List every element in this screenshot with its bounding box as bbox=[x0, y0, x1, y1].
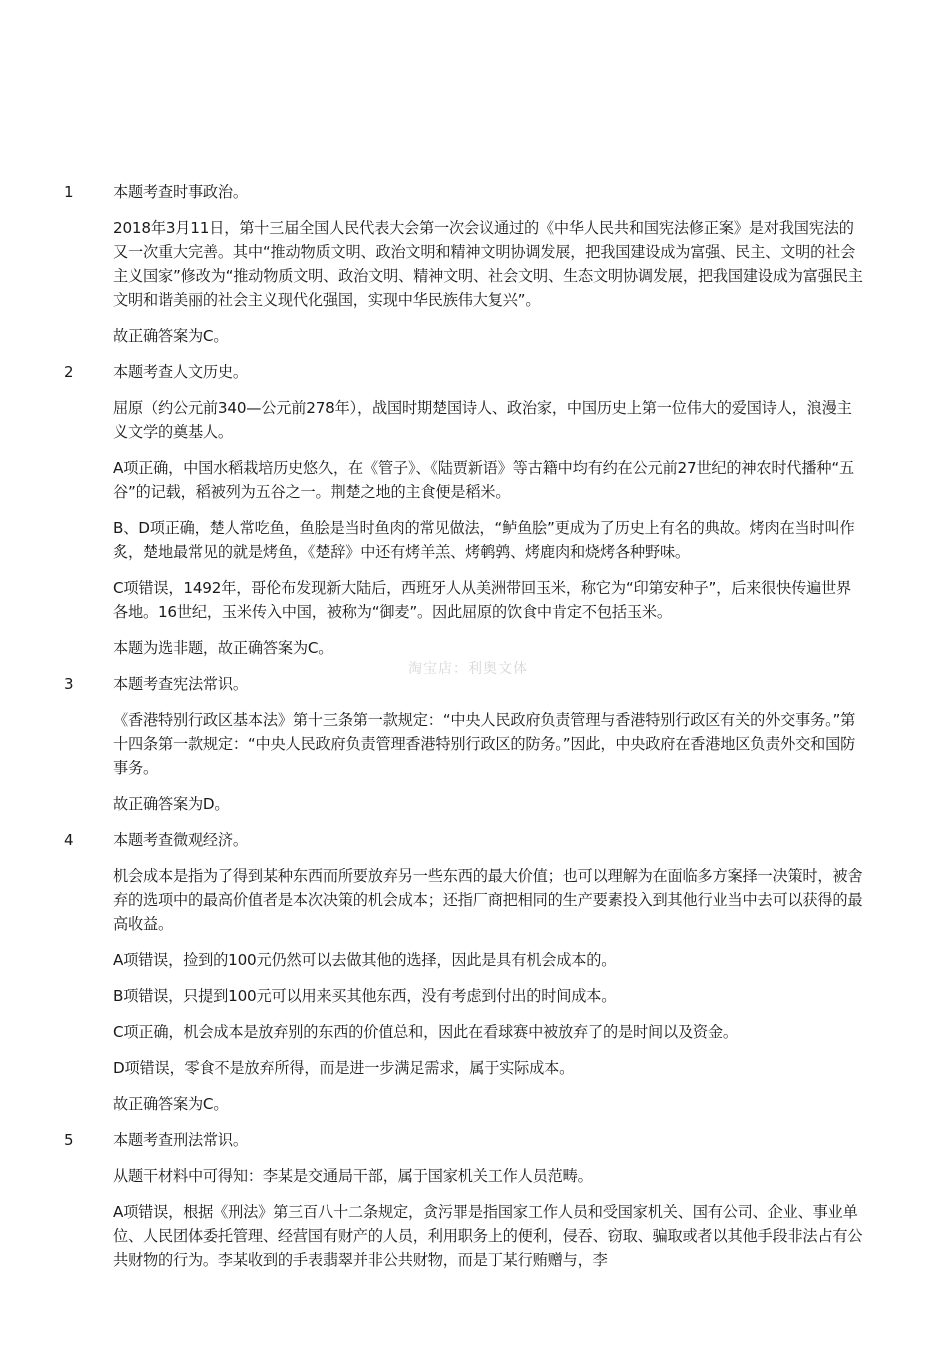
explanation-paragraph: A项错误，捡到的100元仍然可以去做其他的选择，因此是具有机会成本的。 bbox=[113, 951, 617, 969]
question-explanation bbox=[0, 1128, 950, 1272]
explanation-paragraph: C项正确，机会成本是放弃别的东西的价值总和，因此在看球赛中被放弃了的是时间以及资金。 bbox=[113, 1023, 738, 1041]
explanation-paragraph: B项错误，只提到100元可以用来买其他东西，没有考虑到付出的时间成本。 bbox=[113, 987, 617, 1005]
explanation-paragraph: 故正确答案为D。 bbox=[113, 795, 230, 813]
explanation-paragraph: D项错误，零食不是放弃所得，而是进一步满足需求，属于实际成本。 bbox=[113, 1059, 575, 1077]
question-number: 5 bbox=[64, 1131, 74, 1149]
explanation-paragraph: 《香港特别行政区基本法》第十三条第一款规定：“中央人民政府负责管理与香港特别行政区有关的外交事务。”第十四条第一款规定：“中央人民政府负责管理香港特别行政区的防务。”因此，中央政府在香港地区负责外交和国防事务。 bbox=[113, 711, 856, 777]
explanation-paragraph: A项正确，中国水稻栽培历史悠久，在《管子》、《陆贾新语》等古籍中均有约在公元前27世纪的神农时代播种“五谷”的记载，稻被列为五谷之一。荆楚之地的主食便是稻米。 bbox=[113, 459, 854, 501]
explanation-paragraph: 故正确答案为C。 bbox=[113, 327, 229, 345]
question-number: 1 bbox=[64, 183, 74, 201]
explanation-paragraph: 本题为选非题，故正确答案为C。 bbox=[113, 639, 334, 657]
question-explanation bbox=[0, 360, 950, 660]
question-explanation bbox=[0, 828, 950, 1116]
watermark: 淘宝店：利奥文体 bbox=[408, 661, 528, 677]
question-number: 2 bbox=[64, 363, 74, 381]
topic-line: 本题考查人文历史。 bbox=[113, 363, 248, 381]
explanation-paragraph: 从题干材料中可得知：李某是交通局干部，属于国家机关工作人员范畴。 bbox=[113, 1167, 593, 1185]
explanation-paragraph: 故正确答案为C。 bbox=[113, 1095, 229, 1113]
explanation-paragraph: 机会成本是指为了得到某种东西而所要放弃另一些东西的最大价值；也可以理解为在面临多方案择一决策时，被舍弃的选项中的最高价值者是本次决策的机会成本；还指厂商把相同的生产要素投入到其他行业当中去可以获得的最高收益。 bbox=[113, 867, 863, 933]
topic-line: 本题考查刑法常识。 bbox=[113, 1131, 248, 1149]
topic-line: 本题考查微观经济。 bbox=[113, 831, 248, 849]
explanation-paragraph: C项错误，1492年，哥伦布发现新大陆后，西班牙人从美洲带回玉米，称它为“印第安种子”，后来很快传遍世界各地。16世纪，玉米传入中国，被称为“御麦”。因此屈原的饮食中肯定不包括玉米。 bbox=[113, 579, 852, 621]
question-explanation bbox=[0, 180, 950, 348]
explanation-paragraph: B、D项正确，楚人常吃鱼，鱼脍是当时鱼肉的常见做法，“鲈鱼脍”更成为了历史上有名的典故。烤肉在当时叫作炙，楚地最常见的就是烤鱼，《楚辞》中还有烤羊羔、烤鹌鹑、烤鹿肉和烧烤各种野味。 bbox=[113, 519, 855, 561]
question-number: 4 bbox=[64, 831, 74, 849]
topic-line: 本题考查时事政治。 bbox=[113, 183, 248, 201]
explanation-paragraph: A项错误，根据《刑法》第三百八十二条规定，贪污罪是指国家工作人员和受国家机关、国有公司、企业、事业单位、人民团体委托管理、经营国有财产的人员，利用职务上的便利，侵吞、窃取、骗取或者以其他手段非法占有公共财物的行为。李某收到的手表翡翠并非公共财物，而是丁某行贿赠与，李 bbox=[113, 1203, 863, 1269]
question-number: 3 bbox=[64, 675, 74, 693]
question-explanation bbox=[0, 672, 950, 816]
explanation-paragraph: 2018年3月11日，第十三届全国人民代表大会第一次会议通过的《中华人民共和国宪法修正案》是对我国宪法的又一次重大完善。其中“推动物质文明、政治文明和精神文明协调发展，把我国建设成为富强、民主、文明的社会主义国家”修改为“推动物质文明、政治文明、精神文明、社会文明、生态文明协调发展，把我国建设成为富强民主文明和谐美丽的社会主义现代化强国，实现中华民族伟大复兴”。 bbox=[113, 219, 863, 309]
document-body bbox=[0, 180, 950, 1284]
explanation-paragraph: 屈原（约公元前340—公元前278年），战国时期楚国诗人、政治家，中国历史上第一位伟大的爱国诗人，浪漫主义文学的奠基人。 bbox=[113, 399, 852, 441]
topic-line: 本题考查宪法常识。 bbox=[113, 675, 248, 693]
